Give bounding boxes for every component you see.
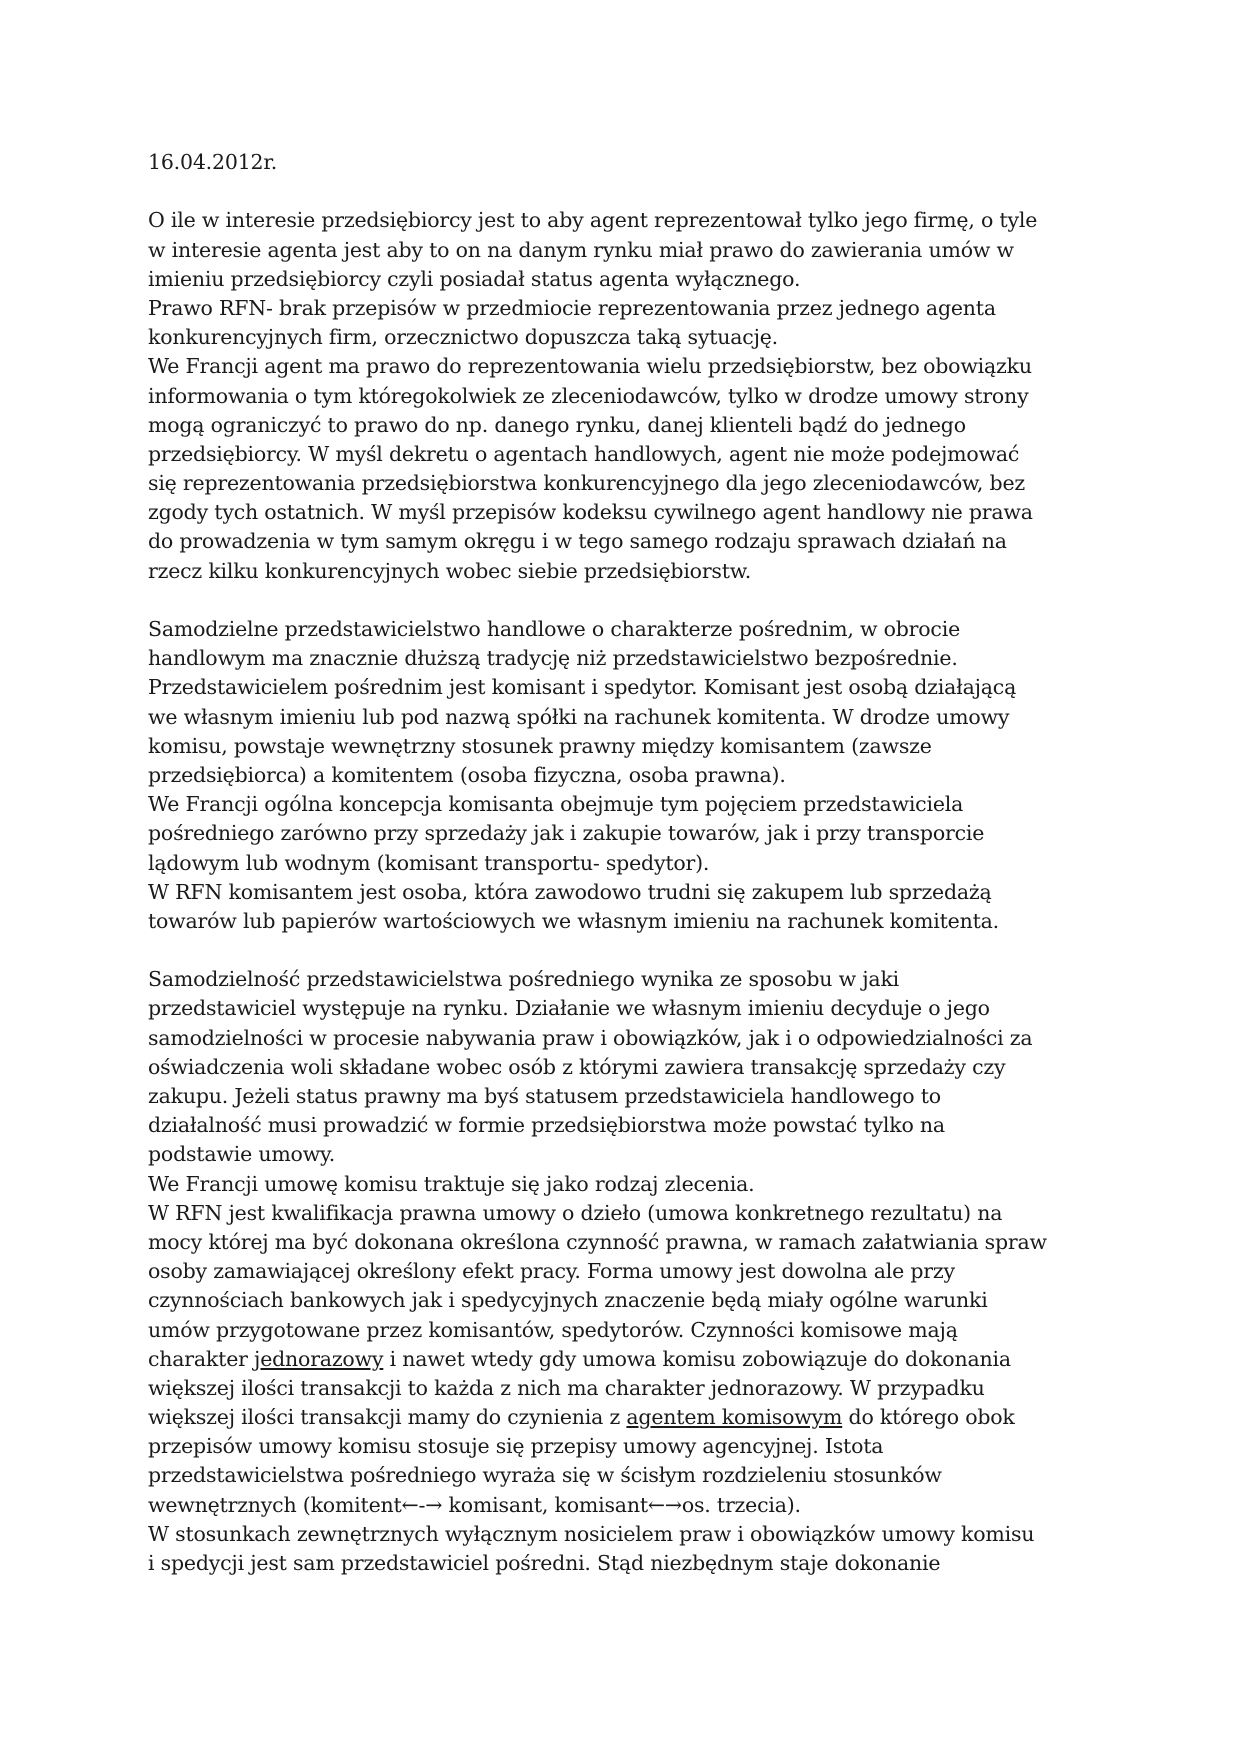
text-line: Prawo RFN- brak przepisów w przedmiocie reprezentowania przez jednego agenta	[148, 295, 996, 320]
text-segment: charakter	[148, 1346, 255, 1371]
text-line: przedsiębiorca) a komitentem (osoba fizyczna, osoba prawna).	[148, 762, 786, 787]
document-body	[148, 148, 1098, 1578]
text-segment: i nawet wtedy gdy umowa komisu zobowiązuje do dokonania	[383, 1346, 1011, 1371]
paragraph-3	[148, 965, 1098, 1578]
text-line: lądowym lub wodnym (komisant transportu- spedytor).	[148, 850, 710, 875]
text-line	[148, 1403, 1098, 1432]
text-line: mogą ograniczyć to prawo do np. danego rynku, danej klienteli bądź do jednego	[148, 412, 966, 437]
paragraph-1	[148, 206, 1098, 585]
text-line: rzecz kilku konkurencyjnych wobec siebie przedsiębiorstw.	[148, 558, 752, 583]
text-line: umów przygotowane przez komisantów, spedytorów. Czynności komisowe mają	[148, 1317, 958, 1342]
text-line: przedsiębiorcy. W myśl dekretu o agentach handlowych, agent nie może podejmować	[148, 441, 1020, 466]
text-line: Samodzielne przedstawicielstwo handlowe o charakterze pośrednim, w obrocie	[148, 617, 960, 641]
text-line: się reprezentowania przedsiębiorstwa konkurencyjnego dla jego zleceniodawców, bez	[148, 471, 1026, 496]
text-line: oświadczenia woli składane wobec osób z którymi zawiera transakcję sprzedaży czy	[148, 1054, 1006, 1079]
text-line: mocy której ma być dokonana określona czynność prawna, w ramach załatwiania spraw	[148, 1229, 1047, 1254]
text-line: przedstawiciel występuje na rynku. Działanie we własnym imieniu decyduje o jego	[148, 996, 990, 1021]
text-line: W stosunkach zewnętrznych wyłącznym nosicielem praw i obowiązków umowy komisu	[148, 1521, 1035, 1546]
text-line: komisu, powstaje wewnętrzny stosunek prawny między komisantem (zawsze	[148, 733, 932, 758]
hyperlink-jednorazowy[interactable]: jednorazowy	[254, 1346, 384, 1371]
text-line: do prowadzenia w tym samym okręgu i w tego samego rodzaju sprawach działań na	[148, 529, 1007, 554]
text-line: Samodzielność przedstawicielstwa pośredniego wynika ze sposobu w jaki	[148, 967, 900, 992]
text-line: We Francji umowę komisu traktuje się jako rodzaj zlecenia.	[148, 1171, 755, 1196]
text-line: przepisów umowy komisu stosuje się przepisy umowy agencyjnej. Istota	[148, 1434, 884, 1459]
text-segment: do którego obok	[842, 1405, 1015, 1430]
text-line: działalność musi prowadzić w formie przedsiębiorstwa może powstać tylko na	[148, 1113, 945, 1138]
text-line: konkurencyjnych firm, orzecznictwo dopuszcza taką sytuację.	[148, 325, 778, 350]
text-line: zakupu. Jeżeli status prawny ma byś statusem przedstawiciela handlowego to	[148, 1084, 941, 1108]
text-line: pośredniego zarówno przy sprzedaży jak i zakupie towarów, jak i przy transporcie	[148, 821, 985, 846]
text-line: imieniu przedsiębiorcy czyli posiadał status agenta wyłącznego.	[148, 266, 801, 291]
text-line: osoby zamawiającej określony efekt pracy. Forma umowy jest dowolna ale przy	[148, 1259, 955, 1284]
text-line: handlowym ma znacznie dłuższą tradycję niż przedstawicielstwo bezpośrednie.	[148, 646, 958, 671]
text-line: zgody tych ostatnich. W myśl przepisów kodeksu cywilnego agent handlowy nie prawa	[148, 500, 1033, 525]
text-line: Przedstawicielem pośrednim jest komisant i spedytor. Komisant jest osobą działającą	[148, 675, 1017, 700]
text-segment: większej ilości transakcji mamy do czynienia z	[148, 1405, 627, 1430]
text-line	[148, 1345, 1098, 1374]
text-line: samodzielności w procesie nabywania praw i obowiązków, jak i o odpowiedzialności za	[148, 1025, 1033, 1050]
text-line: W RFN komisantem jest osoba, która zawodowo trudni się zakupem lub sprzedażą	[148, 879, 992, 904]
text-line: w interesie agenta jest aby to on na danym rynku miał prawo do zawierania umów w	[148, 237, 1014, 262]
text-line: We Francji agent ma prawo do reprezentowania wielu przedsiębiorstw, bez obowiązku	[148, 354, 1032, 379]
text-line: We Francji ogólna koncepcja komisanta obejmuje tym pojęciem przedstawiciela	[148, 792, 964, 817]
paragraph-spacer	[148, 177, 1098, 206]
text-line: we własnym imieniu lub pod nazwą spółki na rachunek komitenta. W drodze umowy	[148, 704, 1010, 729]
text-line: podstawie umowy.	[148, 1142, 336, 1167]
paragraph-2	[148, 615, 1098, 936]
text-line: większej ilości transakcji to każda z nich ma charakter jednorazowy. W przypadku	[148, 1375, 985, 1400]
text-line: informowania o tym któregokolwiek ze zleceniodawców, tylko w drodze umowy strony	[148, 383, 1029, 408]
hyperlink-agent-komisowy[interactable]: agentem komisowym	[626, 1405, 843, 1430]
text-line: W RFN jest kwalifikacja prawna umowy o dzieło (umowa konkretnego rezultatu) na	[148, 1200, 1003, 1225]
text-line: towarów lub papierów wartościowych we własnym imieniu na rachunek komitenta.	[148, 908, 999, 933]
text-line: czynnościach bankowych jak i spedycyjnych znaczenie będą miały ogólne warunki	[148, 1288, 988, 1313]
text-line: i spedycji jest sam przedstawiciel pośredni. Stąd niezbędnym staje dokonanie	[148, 1551, 941, 1575]
text-line: O ile w interesie przedsiębiorcy jest to aby agent reprezentował tylko jego firmę, o tyle	[148, 208, 1038, 233]
paragraph-spacer	[148, 936, 1098, 965]
paragraph-spacer	[148, 586, 1098, 615]
document-date: 16.04.2012r.	[148, 150, 278, 174]
text-line: wewnętrznych (komitent←-→ komisant, komisant←→os. trzecia).	[148, 1492, 801, 1517]
text-line: przedstawicielstwa pośredniego wyraża się w ścisłym rozdzieleniu stosunków	[148, 1463, 942, 1488]
